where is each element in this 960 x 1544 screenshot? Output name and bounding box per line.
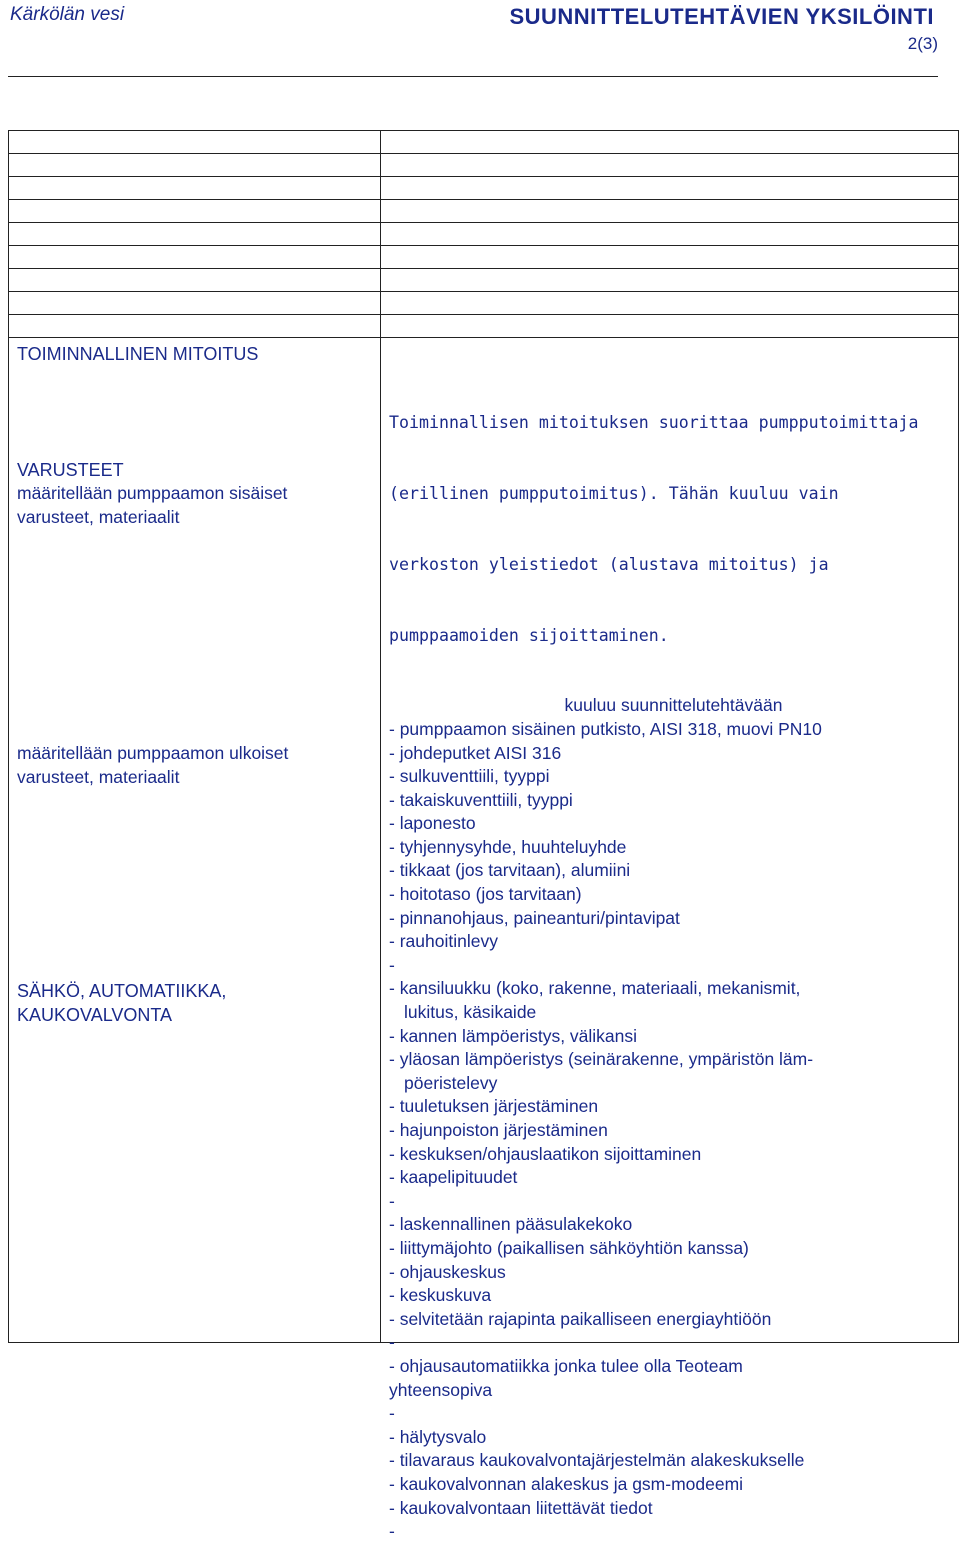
list-item: - tuuletuksen järjestäminen	[389, 1096, 599, 1117]
list-item: - johdeputket AISI 316	[389, 742, 562, 763]
empty-cell	[9, 269, 381, 292]
list-item: -	[389, 954, 395, 975]
table-row	[9, 269, 959, 292]
list-item: -	[389, 1403, 395, 1424]
document-title: SUUNNITTELUTEHTÄVIEN YKSILÖINTI	[509, 4, 934, 29]
varusteet-title: VARUSTEET	[17, 460, 124, 480]
list-item: - hälytysvalo	[389, 1426, 487, 1447]
ulkoiset-block	[17, 742, 288, 789]
list-item: -	[389, 1190, 395, 1211]
empty-cell	[9, 131, 381, 154]
empty-cell	[9, 200, 381, 223]
ulkoiset-label-1: määritellään pumppaamon ulkoiset	[17, 743, 289, 763]
mitoitus-line: verkoston yleistiedot (alustava mitoitus) ja	[389, 554, 829, 574]
list-item: - kaukovalvonnan alakeskus ja gsm-modeemi	[389, 1473, 744, 1494]
list-item: - selvitetään rajapinta paikalliseen energiayhtiöön	[389, 1308, 772, 1329]
list-item: -	[389, 1332, 395, 1353]
list-item: - pinnanohjaus, paineanturi/pintavipat	[389, 907, 680, 928]
list-item: - ohjausautomatiikka jonka tulee olla Teoteam	[389, 1355, 743, 1376]
empty-cell	[381, 177, 959, 200]
company-name: Kärkölän vesi	[10, 4, 125, 25]
kuuluu-label: kuuluu suunnittelutehtävään	[564, 695, 783, 716]
empty-cell	[9, 177, 381, 200]
table-row	[9, 246, 959, 269]
list-item: - rauhoitinlevy	[389, 931, 498, 952]
empty-cell	[9, 154, 381, 177]
sisaiset-label-2: varusteet, materiaalit	[17, 506, 180, 527]
list-item: - laskennallinen pääsulakekoko	[389, 1214, 633, 1235]
empty-cell	[381, 200, 959, 223]
empty-cell	[381, 246, 959, 269]
table-row	[9, 338, 959, 1343]
list-item: - keskuksen/ohjauslaatikon sijoittaminen	[389, 1143, 702, 1164]
header-divider	[8, 76, 938, 77]
list-item: - keskuskuva	[389, 1285, 492, 1306]
table-row	[9, 315, 959, 338]
ulkoiset-label-2: varusteet, materiaalit	[17, 766, 180, 787]
description-cell	[381, 338, 959, 1542]
empty-cell	[381, 292, 959, 315]
table-row	[9, 131, 959, 154]
sisaiset-label-1: määritellään pumppaamon sisäiset	[17, 483, 288, 503]
category-cell	[9, 338, 381, 1343]
sahko-block	[17, 979, 226, 1027]
mitoitus-text	[389, 364, 958, 694]
list-item: -	[389, 1521, 395, 1542]
list-item: - liittymäjohto (paikallisen sähköyhtiön kanssa)	[389, 1237, 749, 1258]
table-row	[9, 292, 959, 315]
empty-cell	[9, 292, 381, 315]
table-row	[9, 177, 959, 200]
empty-cell	[9, 223, 381, 246]
mitoitus-line: (erillinen pumpputoimitus). Tähän kuuluu vain	[389, 483, 839, 503]
sisaiset-list	[389, 694, 958, 977]
list-item: pöeristelevy	[404, 1072, 498, 1093]
empty-cell	[381, 315, 959, 338]
list-item: - tikkaat (jos tarvitaan), alumiini	[389, 860, 631, 881]
sahko-label-1: SÄHKÖ, AUTOMATIIKKA,	[17, 981, 227, 1001]
list-item: - kannen lämpöeristys, välikansi	[389, 1025, 638, 1046]
list-item: - takaiskuventtiili, tyyppi	[389, 789, 573, 810]
list-item: - hajunpoiston järjestäminen	[389, 1120, 608, 1140]
empty-cell	[381, 131, 959, 154]
list-item: - pumppaamon sisäinen putkisto, AISI 318, muovi PN10	[389, 718, 822, 739]
list-item: - tilavaraus kaukovalvontajärjestelmän alakeskukselle	[389, 1450, 805, 1471]
empty-cell	[9, 246, 381, 269]
varusteet-block	[17, 458, 287, 529]
list-item: - laponesto	[389, 813, 476, 834]
list-item: - tyhjennysyhde, huuhteluyhde	[389, 836, 627, 857]
page-header	[0, 0, 960, 80]
list-item: - kaukovalvontaan liitettävät tiedot	[389, 1497, 653, 1518]
list-item: lukitus, käsikaide	[404, 1002, 537, 1023]
mitoitus-line: pumppaamoiden sijoittaminen.	[389, 625, 669, 645]
toiminnallinen-mitoitus-label: TOIMINNALLINEN MITOITUS	[17, 344, 259, 364]
sahko-list	[389, 1213, 958, 1543]
empty-cell	[381, 269, 959, 292]
list-item: - kansiluukku (koko, rakenne, materiaali, mekanismit,	[389, 978, 801, 999]
list-item: yhteensopiva	[389, 1379, 493, 1400]
sahko-label-2: KAUKOVALVONTA	[17, 1005, 173, 1025]
table-row	[9, 154, 959, 177]
empty-cell	[381, 223, 959, 246]
list-item: - hoitotaso (jos tarvitaan)	[389, 884, 582, 905]
empty-cell	[381, 154, 959, 177]
mitoitus-line: Toiminnallisen mitoituksen suorittaa pumpputoimittaja	[389, 413, 919, 433]
list-item: - yläosan lämpöeristys (seinärakenne, ympäristön läm-	[389, 1049, 814, 1070]
table-row	[9, 223, 959, 246]
page-number: 2(3)	[907, 34, 938, 53]
ulkoiset-list	[389, 977, 958, 1213]
specification-table	[8, 130, 959, 1542]
list-item: - kaapelipituudet	[389, 1167, 518, 1188]
list-item: - sulkuventtiili, tyyppi	[389, 766, 550, 787]
table-row	[9, 200, 959, 223]
empty-cell	[9, 315, 381, 338]
list-item: - ohjauskeskus	[389, 1261, 506, 1282]
